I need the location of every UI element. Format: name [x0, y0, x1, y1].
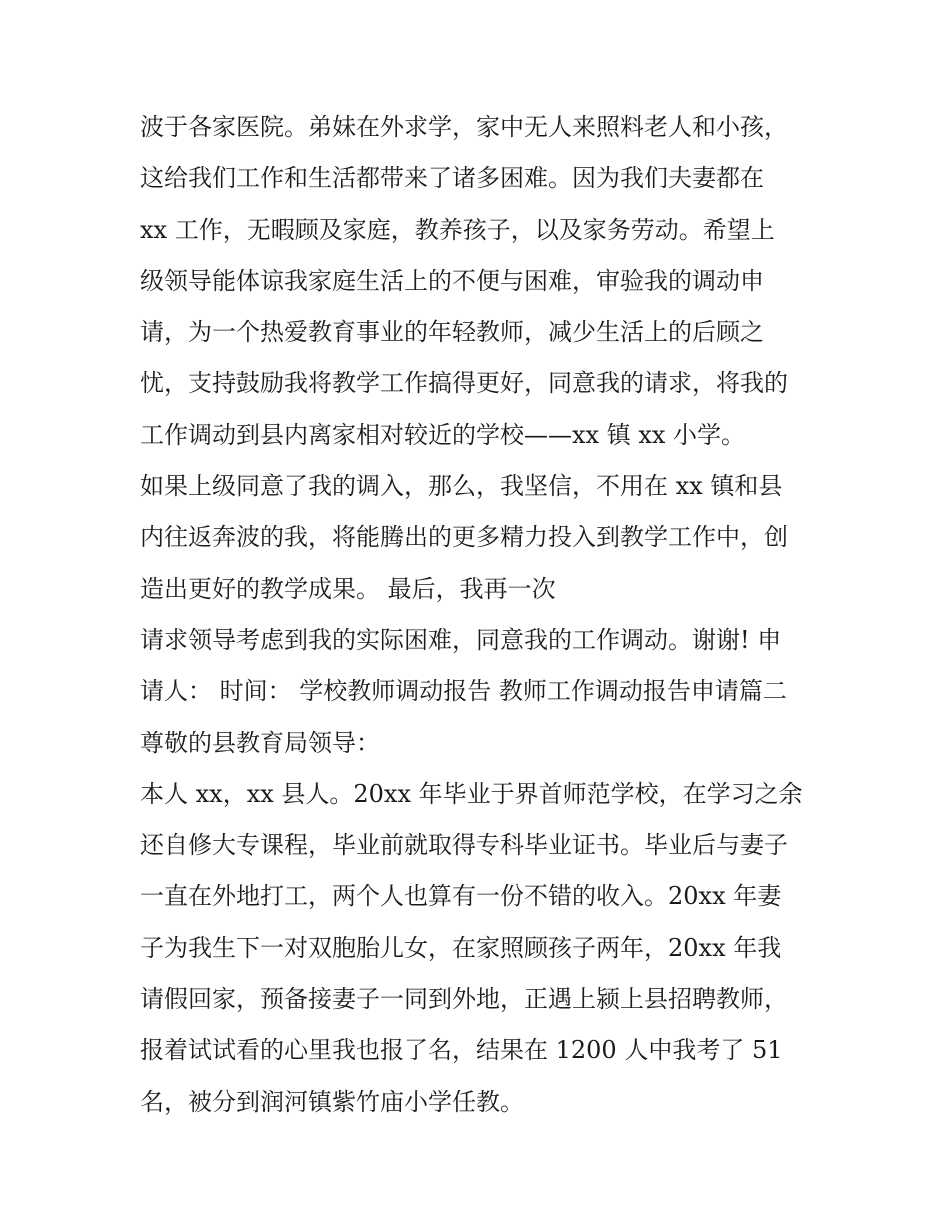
- text-line: 本人 xx，xx 县人。20xx 年毕业于界首师范学校，在学习之余: [140, 779, 803, 808]
- text-line: 名，被分到润河镇紫竹庙小学任教。: [140, 1087, 524, 1116]
- text-line: 请，为一个热爱教育事业的年轻教师，减少生活上的后顾之: [140, 318, 764, 347]
- text-line: 请假回家，预备接妻子一同到外地，正遇上颍上县招聘教师，: [140, 985, 788, 1014]
- text-line: 工作调动到县内离家相对较近的学校——xx 镇 xx 小学。: [140, 420, 746, 449]
- text-line: 级领导能体谅我家庭生活上的不便与困难，审验我的调动申: [140, 266, 764, 295]
- text-line: 请求领导考虑到我的实际困难，同意我的工作调动。谢谢! 申: [140, 625, 782, 654]
- text-line: 内往返奔波的我，将能腾出的更多精力投入到教学工作中，创: [140, 523, 788, 552]
- body-text: [140, 102, 820, 1128]
- text-line: 请人： 时间： 学校教师调动报告 教师工作调动报告申请篇二: [140, 677, 787, 706]
- text-line: 报着试试看的心里我也报了名，结果在 1200 人中我考了 51: [140, 1036, 783, 1065]
- text-line: 波于各家医院。弟妹在外求学，家中无人来照料老人和小孩，: [140, 113, 788, 141]
- text-line: 子为我生下一对双胞胎儿女，在家照顾孩子两年，20xx 年我: [140, 933, 782, 962]
- text-line: 尊敬的县教育局领导：: [140, 728, 380, 757]
- text-line: 还自修大专课程，毕业前就取得专科毕业证书。毕业后与妻子: [140, 831, 788, 860]
- text-line: xx 工作，无暇顾及家庭，教养孩子，以及家务劳动。希望上: [140, 215, 775, 244]
- text-line: 忧，支持鼓励我将教学工作搞得更好，同意我的请求，将我的: [140, 369, 788, 398]
- text-line: 一直在外地打工，两个人也算有一份不错的收入。20xx 年妻: [140, 882, 782, 911]
- text-line: 造出更好的教学成果。 最后，我再一次: [140, 574, 556, 603]
- text-line: 如果上级同意了我的调入，那么，我坚信，不用在 xx 镇和县: [140, 472, 783, 501]
- text-line: 这给我们工作和生活都带来了诸多困难。因为我们夫妻都在: [140, 164, 764, 193]
